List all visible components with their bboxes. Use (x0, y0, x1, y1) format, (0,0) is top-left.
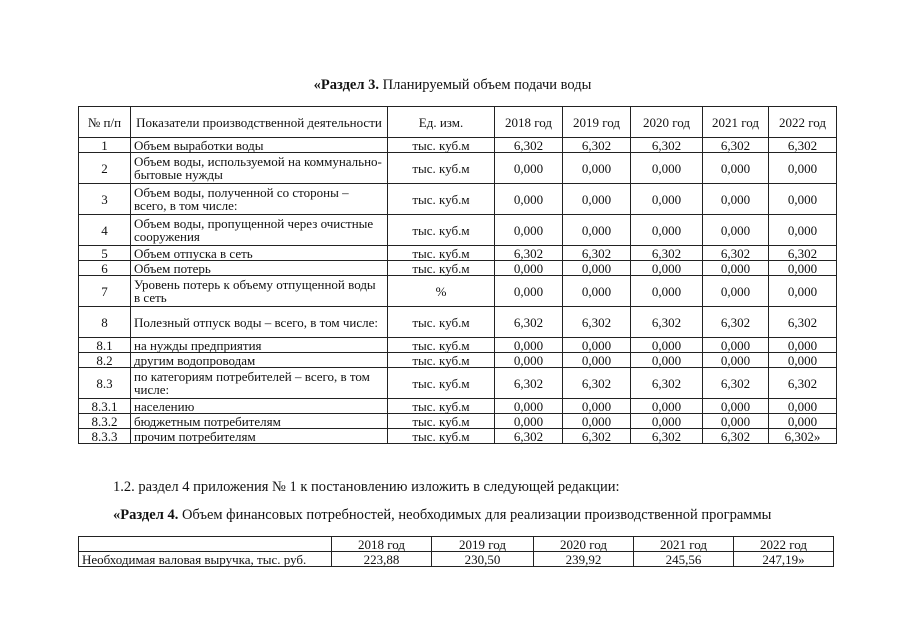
unit: тыс. куб.м (388, 399, 495, 414)
row-number: 8.1 (79, 338, 131, 353)
unit: тыс. куб.м (388, 307, 495, 338)
value-cell: 0,000 (769, 153, 837, 184)
indicator-name: другим водопроводам (131, 353, 388, 368)
row-number: 7 (79, 276, 131, 307)
table-row (79, 368, 837, 399)
value-cell: 0,000 (769, 399, 837, 414)
financial-needs-table-body (79, 537, 834, 567)
indicator-name: бюджетным потребителям (131, 414, 388, 429)
value-cell: 6,302 (631, 246, 703, 261)
value-cell: 230,50 (432, 552, 534, 567)
value-cell: 0,000 (495, 399, 563, 414)
indicator-name: на нужды предприятия (131, 338, 388, 353)
value-cell: 0,000 (703, 414, 769, 429)
header-cell: 2021 год (634, 537, 734, 552)
unit: тыс. куб.м (388, 261, 495, 276)
value-cell: 239,92 (534, 552, 634, 567)
table-row (79, 184, 837, 215)
row-number: 6 (79, 261, 131, 276)
value-cell: 0,000 (563, 276, 631, 307)
header-cell: 2020 год (534, 537, 634, 552)
value-cell: 0,000 (631, 414, 703, 429)
unit: тыс. куб.м (388, 246, 495, 261)
value-cell: 6,302» (769, 429, 837, 444)
header-row (79, 537, 834, 552)
value-cell: 0,000 (769, 353, 837, 368)
value-cell: 0,000 (495, 184, 563, 215)
value-cell: 0,000 (631, 215, 703, 246)
header-cell: Ед. изм. (388, 107, 495, 138)
value-cell: 0,000 (703, 276, 769, 307)
table-row (79, 138, 837, 153)
value-cell: 245,56 (634, 552, 734, 567)
header-cell: Показатели производственной деятельности (131, 107, 388, 138)
row-number: 8.2 (79, 353, 131, 368)
value-cell: 0,000 (769, 414, 837, 429)
row-number: 8.3 (79, 368, 131, 399)
unit: тыс. куб.м (388, 414, 495, 429)
value-cell: 223,88 (332, 552, 432, 567)
water-supply-table-header (79, 107, 837, 138)
value-cell: 247,19» (734, 552, 834, 567)
value-cell: 0,000 (495, 153, 563, 184)
table-row (79, 399, 837, 414)
value-cell: 6,302 (769, 246, 837, 261)
value-cell: 0,000 (495, 261, 563, 276)
value-cell: 0,000 (703, 153, 769, 184)
row-number: 5 (79, 246, 131, 261)
unit: тыс. куб.м (388, 215, 495, 246)
table-row (79, 353, 837, 368)
value-cell: 0,000 (769, 261, 837, 276)
unit: тыс. куб.м (388, 353, 495, 368)
indicator-name: Уровень потерь к объему отпущенной воды в сеть (131, 276, 388, 307)
indicator-name: Объем отпуска в сеть (131, 246, 388, 261)
value-cell: 0,000 (769, 338, 837, 353)
value-cell: 6,302 (769, 307, 837, 338)
header-cell: 2019 год (563, 107, 631, 138)
table-row (79, 261, 837, 276)
value-cell: 0,000 (495, 414, 563, 429)
table-row (79, 338, 837, 353)
unit: тыс. куб.м (388, 153, 495, 184)
indicator-name: Полезный отпуск воды – всего, в том числе: (131, 307, 388, 338)
value-cell: 0,000 (563, 414, 631, 429)
value-cell: 0,000 (563, 184, 631, 215)
table-row (79, 414, 837, 429)
row-number: 8 (79, 307, 131, 338)
value-cell: 0,000 (495, 338, 563, 353)
indicator-name: населению (131, 399, 388, 414)
indicator-name: прочим потребителям (131, 429, 388, 444)
table-row (79, 215, 837, 246)
value-cell: 0,000 (703, 184, 769, 215)
value-cell: 6,302 (703, 307, 769, 338)
unit: % (388, 276, 495, 307)
value-cell: 6,302 (563, 246, 631, 261)
value-cell: 6,302 (563, 307, 631, 338)
value-cell: 0,000 (769, 276, 837, 307)
value-cell: 0,000 (631, 399, 703, 414)
row-number: 8.3.1 (79, 399, 131, 414)
value-cell: 6,302 (563, 429, 631, 444)
header-cell: 2022 год (769, 107, 837, 138)
indicator-name: Объем воды, используемой на коммунально-бытовые нужды (131, 153, 388, 184)
value-cell: 0,000 (563, 261, 631, 276)
section3-title-rest: Планируемый объем подачи воды (378, 77, 592, 93)
value-cell: 6,302 (631, 307, 703, 338)
value-cell: 0,000 (769, 215, 837, 246)
value-cell: 0,000 (563, 338, 631, 353)
unit: тыс. куб.м (388, 429, 495, 444)
value-cell: 0,000 (631, 261, 703, 276)
indicator-name: по категориям потребителей – всего, в том числе: (131, 368, 388, 399)
row-number: 2 (79, 153, 131, 184)
value-cell: 0,000 (631, 338, 703, 353)
value-cell: 6,302 (703, 368, 769, 399)
value-cell: 6,302 (563, 368, 631, 399)
table-row (79, 307, 837, 338)
value-cell: 6,302 (769, 368, 837, 399)
header-cell: 2019 год (432, 537, 534, 552)
table-row (79, 429, 837, 444)
paragraph-1-2: 1.2. раздел 4 приложения № 1 к постановлению изложить в следующей редакции: (113, 479, 620, 495)
row-number: 1 (79, 138, 131, 153)
row-number: 4 (79, 215, 131, 246)
header-row (79, 107, 837, 138)
section3-title (0, 77, 905, 94)
value-cell: 0,000 (631, 353, 703, 368)
value-cell: 0,000 (563, 215, 631, 246)
value-cell: 0,000 (703, 399, 769, 414)
header-cell: 2021 год (703, 107, 769, 138)
header-cell (79, 537, 332, 552)
section3-title-bold: «Раздел 3. (313, 77, 379, 93)
value-cell: 6,302 (495, 429, 563, 444)
value-cell: 0,000 (703, 215, 769, 246)
value-cell: 6,302 (563, 138, 631, 153)
unit: тыс. куб.м (388, 338, 495, 353)
value-cell: 0,000 (563, 399, 631, 414)
value-cell: 6,302 (703, 138, 769, 153)
value-cell: 6,302 (631, 368, 703, 399)
value-cell: 0,000 (563, 353, 631, 368)
unit: тыс. куб.м (388, 368, 495, 399)
value-cell: 6,302 (495, 246, 563, 261)
value-cell: 6,302 (769, 138, 837, 153)
value-cell: 6,302 (631, 429, 703, 444)
header-cell: № п/п (79, 107, 131, 138)
value-cell: 0,000 (563, 153, 631, 184)
indicator-name: Необходимая валовая выручка, тыс. руб. (79, 552, 332, 567)
section4-title (113, 507, 771, 524)
value-cell: 0,000 (703, 261, 769, 276)
value-cell: 6,302 (495, 307, 563, 338)
indicator-name: Объем выработки воды (131, 138, 388, 153)
value-cell: 6,302 (495, 138, 563, 153)
water-supply-table (78, 106, 837, 444)
value-cell: 0,000 (495, 353, 563, 368)
value-cell: 0,000 (495, 215, 563, 246)
value-cell: 6,302 (495, 368, 563, 399)
value-cell: 0,000 (769, 184, 837, 215)
value-cell: 0,000 (495, 276, 563, 307)
row-number: 8.3.2 (79, 414, 131, 429)
unit: тыс. куб.м (388, 138, 495, 153)
indicator-name: Объем воды, полученной со стороны – всего, в том числе: (131, 184, 388, 215)
unit: тыс. куб.м (388, 184, 495, 215)
table-row (79, 276, 837, 307)
section4-title-bold: «Раздел 4. (113, 507, 179, 523)
value-cell: 0,000 (631, 184, 703, 215)
indicator-name: Объем воды, пропущенной через очистные сооружения (131, 215, 388, 246)
section4-title-rest: Объем финансовых потребностей, необходимых для реализации производственной программы (178, 507, 772, 523)
header-cell: 2022 год (734, 537, 834, 552)
value-cell: 6,302 (703, 246, 769, 261)
value-cell: 0,000 (631, 153, 703, 184)
table-row (79, 246, 837, 261)
value-cell: 0,000 (631, 276, 703, 307)
row-number: 8.3.3 (79, 429, 131, 444)
header-cell: 2018 год (332, 537, 432, 552)
value-cell: 0,000 (703, 338, 769, 353)
value-cell: 0,000 (703, 353, 769, 368)
table-row (79, 552, 834, 567)
value-cell: 6,302 (703, 429, 769, 444)
indicator-name: Объем потерь (131, 261, 388, 276)
table-row (79, 153, 837, 184)
water-supply-table-body (79, 138, 837, 444)
header-cell: 2018 год (495, 107, 563, 138)
value-cell: 6,302 (631, 138, 703, 153)
row-number: 3 (79, 184, 131, 215)
header-cell: 2020 год (631, 107, 703, 138)
financial-needs-table (78, 536, 834, 567)
